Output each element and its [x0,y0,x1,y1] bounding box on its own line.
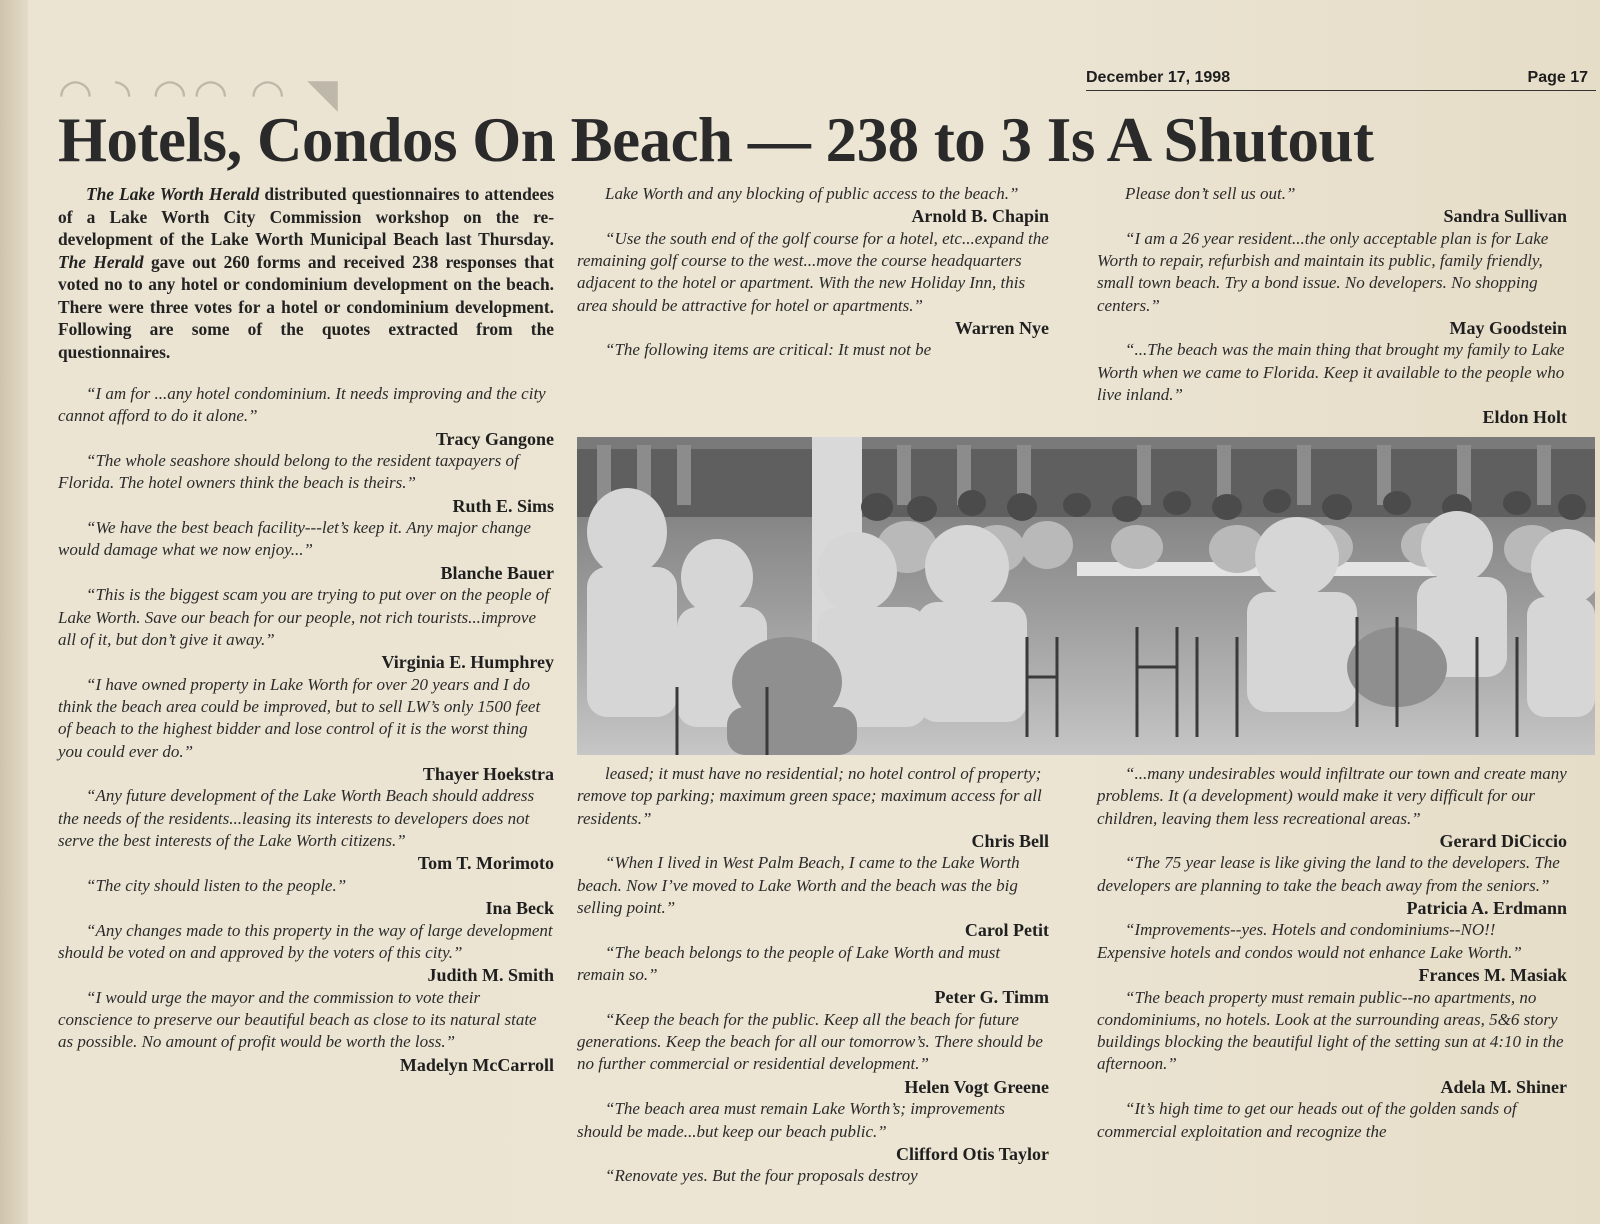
intro-text-1: distributed questionnaires to attendees of a Lake Worth City Commission workshop on the re-development of the Lake Worth Municipal Beach last Thursday. [58,184,554,249]
column-3-bottom [1097,763,1567,1143]
quote-author: Chris Bell [971,830,1049,851]
quote-text: “The 75 year lease is like giving the land to the developers. The developers are planning to take the beach away from the seniors.” [1097,853,1560,895]
quote-text: “Renovate yes. But the four proposals destroy [605,1166,918,1186]
quote-author: Warren Nye [954,317,1049,338]
quote-author: Judith M. Smith [427,965,554,986]
quote-text: “I have owned property in Lake Worth for over 20 years and I do think the beach area could be improved, but to sell LW’s only 1500 feet of beach to the highest bidder and lose control of it is the worst thing you could ever do.” [58,674,541,761]
quote-author: Ruth E. Sims [452,495,554,516]
quote-author: Sandra Sullivan [1443,206,1567,227]
quote-author: Clifford Otis Taylor [895,1143,1049,1164]
quote-text: “Keep the beach for the public. Keep all the beach for future generations. Keep the beach for all our tomorrow’s. There should be no further commercial or residential development.” [577,1009,1043,1074]
quote-text: leased; it must have no residential; no hotel control of property; remove top parking; maximum green space; maximum access for all residents.” [577,764,1042,828]
page-header [1086,69,1596,91]
column-2-bottom [577,763,1049,1188]
article-intro [58,183,554,363]
quote-author: Carol Petit [964,920,1049,941]
quote-author: Tracy Gangone [435,428,554,449]
quote-text: Please don’t sell us out.” [1125,184,1296,203]
quote-author: Eldon Holt [1482,407,1567,428]
quote-author: Tom T. Morimoto [417,853,554,874]
quote-author: Ina Beck [485,898,554,919]
quote-author: Helen Vogt Greene [904,1076,1049,1097]
quote-text: “When I lived in West Palm Beach, I came to the Lake Worth beach. Now I’ve moved to Lake Worth and the beach was the big selling point.” [577,853,1020,917]
quote-text: “I am a 26 year resident...the only acceptable plan is for Lake Worth to repair, refurbish and maintain its public, family friendly, small town beach. Try a bond issue. No developers. No shopping centers.” [1097,228,1549,315]
quote-author: May Goodstein [1449,317,1567,338]
quote-author: Virginia E. Humphrey [381,652,554,673]
page-number: Page 17 [1527,69,1588,86]
quote-text: “The whole seashore should belong to the resident taxpayers of Florida. The hotel owners think the beach is theirs.” [58,451,519,493]
quote-text: Lake Worth and any blocking of public access to the beach.” [605,184,1019,203]
faded-masthead-logo: ◠ ◝ ◠◠ ◠ ◥ [58,71,344,116]
quote-text: “This is the biggest scam you are trying to put over on the people of Lake Worth. Save our beach for our people, not rich tourists...improve all of it, but don’t give it away.” [58,585,550,649]
issue-date: December 17, 1998 [1086,69,1231,86]
quote-author: Arnold B. Chapin [911,206,1049,227]
intro-text-2: gave out 260 forms and received 238 responses that voted no to any hotel or condominium development on the beach. There were three votes for a hotel or condominium development. Following are some of the quotes extracted from the questionnaires. [58,251,554,362]
quote-text: “The following items are critical: It must not be [605,340,932,360]
quote-list-column-3-bottom [1097,763,1567,1143]
quote-text: “Improvements--yes. Hotels and condominiums--NO!! Expensive hotels and condos would not enhance Lake Worth.” [1097,920,1522,962]
quote-text: “The city should listen to the people.” [86,875,347,895]
quote-author: Peter G. Timm [934,987,1049,1008]
quote-text: “...many undesirables would infiltrate our town and create many problems. It (a development) would make it very difficult for our children, leaving them less recreational areas.” [1097,764,1567,828]
quote-list-column-1 [58,383,554,1076]
quote-text: “We have the best beach facility---let’s keep it. Any major change would damage what we now enjoy...” [58,518,531,560]
quote-list-column-2-top [577,183,1049,362]
quote-author: Blanche Bauer [440,562,554,583]
quote-text: “The beach area must remain Lake Worth’s; improvements should be made...but keep our beach public.” [577,1099,1005,1141]
crowd-photo-illustration [577,437,1595,755]
quote-author: Frances M. Masiak [1418,965,1567,986]
quote-text: “I am for ...any hotel condominium. It needs improving and the city cannot afford to do it alone.” [58,384,546,426]
quote-author: Gerard DiCiccio [1439,830,1567,851]
meeting-photo [577,437,1595,755]
paper-name: The Lake Worth Herald [86,184,260,204]
quote-list-column-3-top [1097,183,1567,429]
article-headline: Hotels, Condos On Beach — 238 to 3 Is A Shutout [58,105,1374,175]
quote-text: “The beach belongs to the people of Lake Worth and must remain so.” [577,942,1001,985]
quote-text: “The beach property must remain public--no apartments, no condominiums, no hotels. Look at the surrounding areas, 5&6 story buildings blocking the beautiful light of the setting sun at 4:10 in the afternoon.” [1097,987,1564,1074]
quote-text: “I would urge the mayor and the commission to vote their conscience to preserve our beautiful beach as close to its natural state as possible. No amount of profit would be worth the loss.” [58,987,537,1052]
quote-text: “Any changes made to this property in the way of large development should be voted on and approved by the voters of this city.” [58,920,553,962]
herald-name: The Herald [58,251,144,272]
quote-text: “...The beach was the main thing that brought my family to Lake Worth when we came to Florida. Keep it available to the people who live inland.” [1097,340,1565,405]
page-fold-shadow [0,0,28,1224]
quote-author: Patricia A. Erdmann [1406,897,1567,918]
column-2-top [577,183,1049,362]
quote-author: Adela M. Shiner [1440,1076,1567,1097]
quote-text: “It’s high time to get our heads out of the golden sands of commercial exploitation and recognize the [1097,1099,1517,1141]
quote-list-column-2-bottom [577,763,1049,1188]
quote-author: Thayer Hoekstra [422,763,554,784]
column-1 [58,183,554,1076]
quote-text: “Use the south end of the golf course for a hotel, etc...expand the remaining golf course to the west...move the course headquarters adjacent to the hotel or apartment. With the new Holiday Inn, this area should be attractive for hotel or apartments.” [577,228,1049,315]
quote-text: “Any future development of the Lake Worth Beach should address the needs of the residents...leasing its interests to developers does not serve the best interests of the Lake Worth citizens.” [58,786,535,850]
quote-author: Madelyn McCarroll [399,1054,554,1075]
header-rule [1086,90,1596,91]
column-3-top [1097,183,1567,429]
